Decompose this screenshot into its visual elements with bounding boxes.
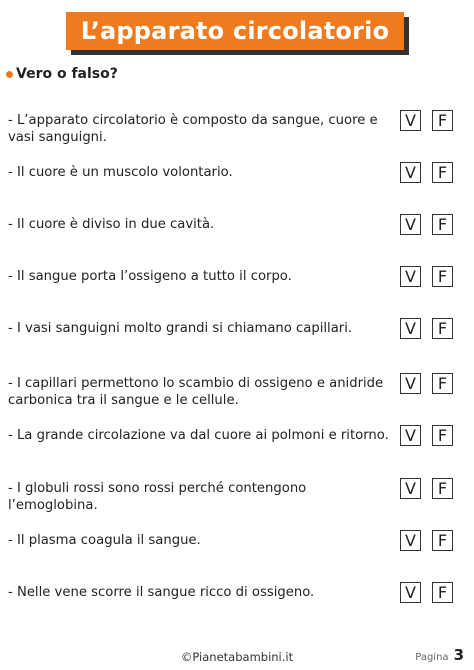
title-banner <box>66 12 404 50</box>
false-box[interactable]: F <box>432 266 453 287</box>
question-text: - L’apparato circolatorio è composto da sangue, cuore e vasi sanguigni. <box>8 113 378 145</box>
bullet-icon <box>6 71 13 78</box>
true-box[interactable]: V <box>400 373 421 394</box>
false-box[interactable]: F <box>432 318 453 339</box>
false-box[interactable]: F <box>432 162 453 183</box>
page-number: 3 <box>453 646 464 664</box>
question-text: - I globuli rossi sono rossi perché contengono l’emoglobina. <box>8 481 307 513</box>
true-box[interactable]: V <box>400 318 421 339</box>
true-box[interactable]: V <box>400 162 421 183</box>
false-box[interactable]: F <box>432 425 453 446</box>
false-box[interactable]: F <box>432 478 453 499</box>
true-box[interactable]: V <box>400 214 421 235</box>
true-box[interactable]: V <box>400 530 421 551</box>
true-box[interactable]: V <box>400 266 421 287</box>
section-title: Vero o falso? <box>16 66 118 82</box>
question-text: - Il cuore è un muscolo volontario. <box>8 165 233 180</box>
true-box[interactable]: V <box>400 110 421 131</box>
question-text: - I capillari permettono lo scambio di ossigeno e anidride carbonica tra il sangue e le cellule. <box>8 376 384 408</box>
page-label: Pagina <box>415 652 449 663</box>
question-text: - I vasi sanguigni molto grandi si chiamano capillari. <box>8 321 353 336</box>
section-header <box>6 66 118 82</box>
false-box[interactable]: F <box>432 110 453 131</box>
page-title: L’apparato circolatorio <box>66 12 404 50</box>
question-text: - Il plasma coagula il sangue. <box>8 533 201 548</box>
footer-site-credit: ©Pianetabambini.it <box>180 650 294 664</box>
false-box[interactable]: F <box>432 530 453 551</box>
true-box[interactable]: V <box>400 478 421 499</box>
false-box[interactable]: F <box>432 373 453 394</box>
question-text: - Nelle vene scorre il sangue ricco di ossigeno. <box>8 585 315 600</box>
false-box[interactable]: F <box>432 582 453 603</box>
question-text: - Il sangue porta l’ossigeno a tutto il corpo. <box>8 269 292 284</box>
question-text: - La grande circolazione va dal cuore ai polmoni e ritorno. <box>8 428 389 443</box>
true-box[interactable]: V <box>400 582 421 603</box>
true-box[interactable]: V <box>400 425 421 446</box>
page-indicator <box>415 646 464 664</box>
question-text: - Il cuore è diviso in due cavità. <box>8 217 215 232</box>
false-box[interactable]: F <box>432 214 453 235</box>
